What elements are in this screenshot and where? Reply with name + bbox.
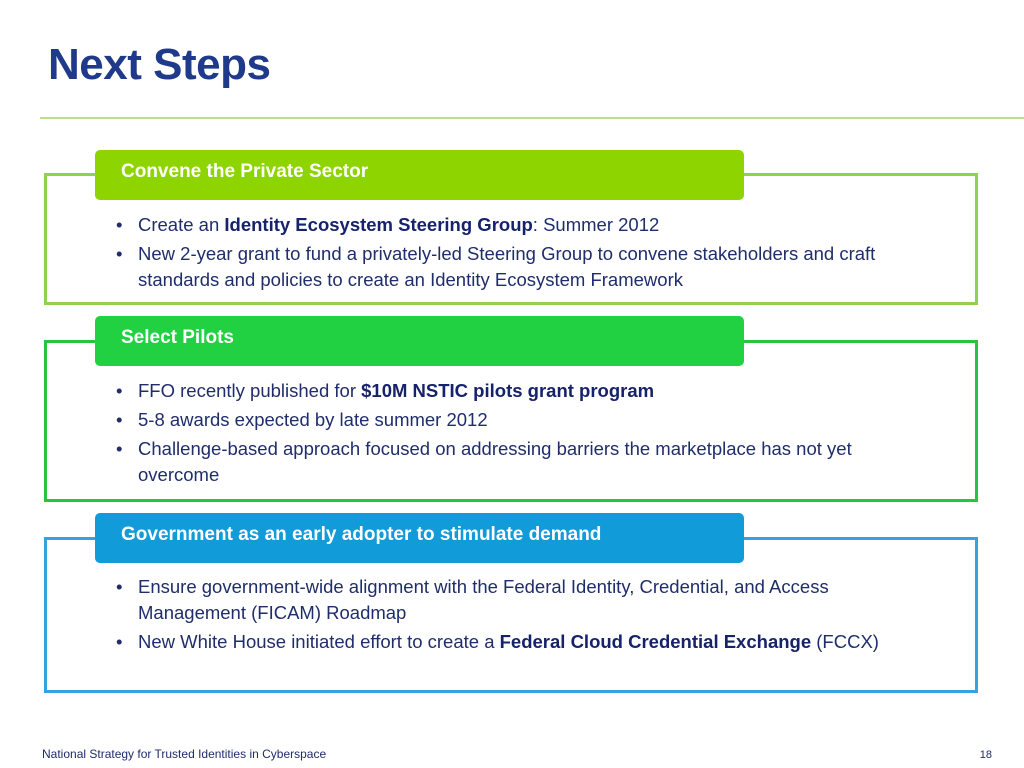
bullet-icon: • [116,631,123,652]
slide-title: Next Steps [48,40,271,89]
bullet-text-pre: Create an [138,214,225,235]
bullet-text-bold: $10M NSTIC pilots grant program [361,380,655,401]
list-item [116,407,916,433]
bullet-text-pre: Ensure government-wide alignment with the Federal Identity, Credential, and Access Management (FICAM) Roadmap [138,576,829,623]
bullet-text-pre: Challenge-based approach focused on addressing barriers the marketplace has not yet overcome [138,438,852,485]
bullet-text-bold: Identity Ecosystem Steering Group [224,214,533,235]
section-convene-heading: Convene the Private Sector [95,150,744,200]
bullet-icon: • [116,438,123,459]
list-item [116,574,916,626]
section-pilots-bullets [116,378,916,491]
title-divider [40,117,1024,119]
section-convene-bullets [116,212,916,296]
bullet-text-pre: FFO recently published for [138,380,362,401]
bullet-icon: • [116,409,123,430]
bullet-text-pre: New 2-year grant to fund a privately-led Steering Group to convene stakeholders and craft standards and policies to create an Identity Ecosystem Framework [138,243,876,290]
page-number: 18 [979,749,992,761]
section-pilots-heading: Select Pilots [95,316,744,366]
bullet-icon: • [116,214,123,235]
list-item [116,241,916,293]
bullet-text-bold: Federal Cloud Credential Exchange [499,631,812,652]
bullet-text-pre: New White House initiated effort to create a [138,631,500,652]
list-item [116,629,916,655]
bullet-icon: • [116,380,123,401]
bullet-text-post: (FCCX) [811,631,879,652]
section-government-bullets [116,574,916,658]
list-item [116,378,916,404]
list-item [116,436,916,488]
list-item [116,212,916,238]
bullet-icon: • [116,243,123,264]
footer-text: National Strategy for Trusted Identities in Cyberspace [42,747,327,761]
section-government-heading: Government as an early adopter to stimulate demand [95,513,744,563]
bullet-text-pre: 5-8 awards expected by late summer 2012 [138,409,488,430]
bullet-text-post: : Summer 2012 [532,214,660,235]
bullet-icon: • [116,576,123,597]
